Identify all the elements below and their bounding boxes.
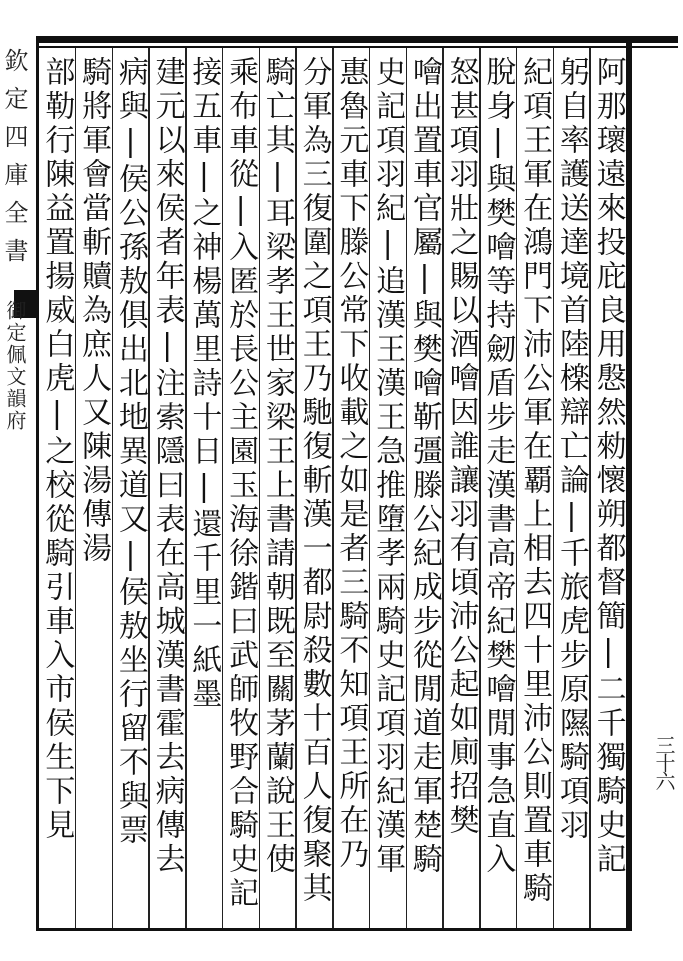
page-frame-inner <box>38 46 678 48</box>
text-column: 病與|侯公孫敖俱出北地異道又|侯敖坐行留不與票 <box>112 56 148 848</box>
text-column: 阿那瓌遠來投庇良用慇然勑懷朔都督簡|二千獨騎史記 <box>590 56 626 877</box>
margin-source-title: 御定佩文韻府 <box>3 300 27 432</box>
text-column: 分軍為三復圍之項王乃馳復斬漢一都尉殺數十百人復聚其 <box>296 56 332 906</box>
text-column: 怒甚項羽壯之賜以酒噲因誰讓羽有頃沛公起如廁招樊 <box>443 56 479 838</box>
page-frame-top <box>38 36 678 43</box>
margin-page-number: 三十六 <box>652 735 676 789</box>
text-column: 接五車|之神楊萬里詩十日|還千里一紙墨 <box>186 56 222 712</box>
text-column: 躬自率護送達境首陸檪辯亡論|千旅虎步原隰騎項羽 <box>553 56 589 843</box>
margin-book-title: 欽定四庫全書 <box>0 48 28 276</box>
page-frame-bottom <box>36 928 632 931</box>
text-column: 惠魯元車下滕公常下收載之如是者三騎不知項王所在乃 <box>333 56 369 872</box>
text-column: 乘布車從|入匿於長公主園玉海徐鍇曰武師牧野合騎史記 <box>223 56 259 911</box>
text-column: 建元以來侯者年表|注索隱曰表在高城漢書霍去病傳去 <box>149 56 185 877</box>
text-column: 脫身|與樊噲等持劒盾步走漢書高帝紀樊噲閒事急直入 <box>480 56 516 877</box>
text-column: 騎將軍會當斬贖為庶人又陳湯傳湯 <box>76 56 112 566</box>
text-column: 騎亡其|耳梁孝王世家梁王上書請朝既至關茅蘭說王使 <box>259 56 295 877</box>
text-column: 部勒行陳益置揚威白虎|之校從騎引車入市侯生下見 <box>39 56 75 843</box>
text-column: 紀項王軍在鴻門下沛公軍在覇上相去四十里沛公則置車騎 <box>517 56 553 906</box>
text-column: 噲出置車官屬|與樊噲靳彊滕公紀成步從閒道走軍楚騎 <box>406 56 442 877</box>
text-column: 史記項羽紀|追漢王漢王急推墮孝兩騎史記項羽紀漢軍 <box>370 56 406 877</box>
